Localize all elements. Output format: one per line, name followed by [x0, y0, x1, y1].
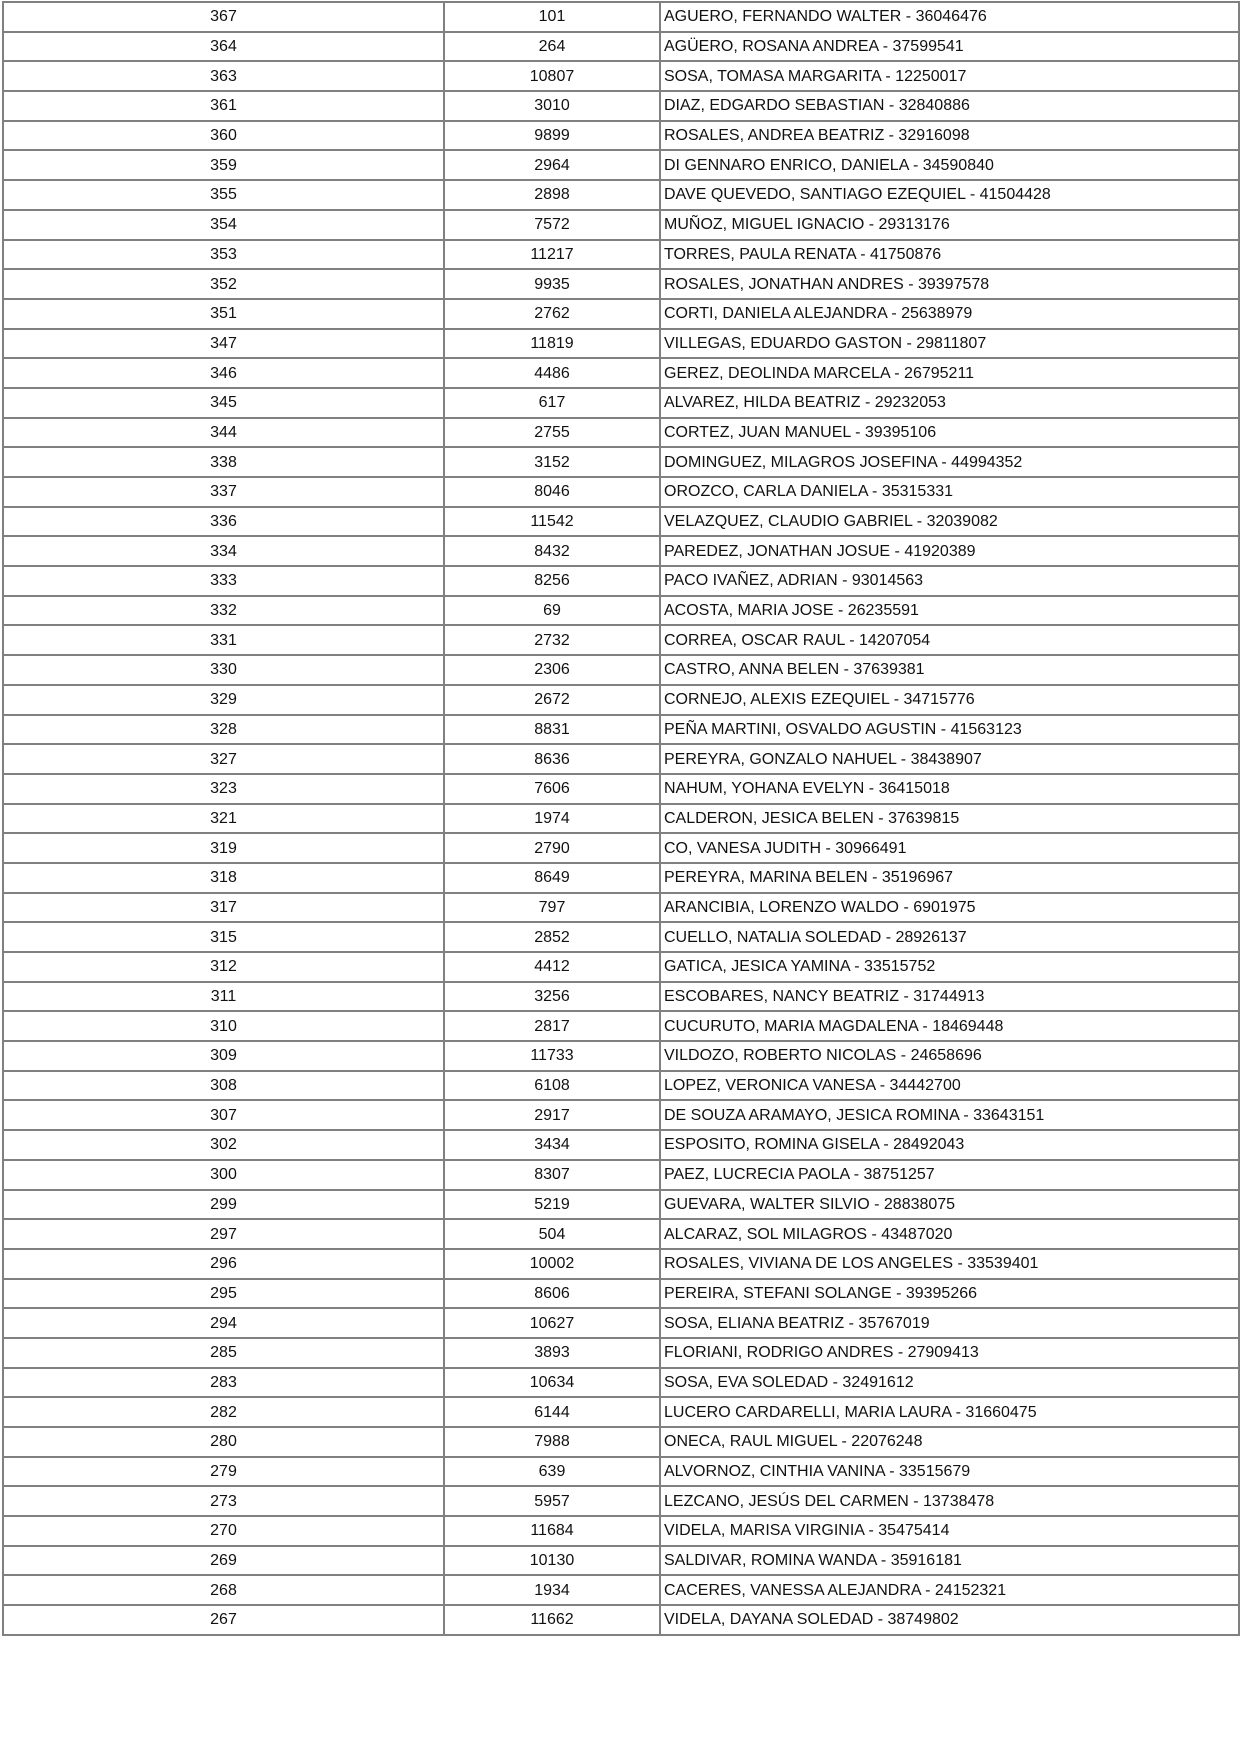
- person-name-dni-cell: ROSALES, ANDREA BEATRIZ - 32916098: [660, 121, 1239, 151]
- order-number-cell: 269: [3, 1546, 444, 1576]
- code-cell: 8606: [444, 1279, 660, 1309]
- table-row: [3, 804, 1239, 834]
- code-cell: 1934: [444, 1575, 660, 1605]
- roster-table: [2, 1, 1240, 1636]
- code-cell: 10002: [444, 1249, 660, 1279]
- table-row: [3, 1011, 1239, 1041]
- order-number-cell: 345: [3, 388, 444, 418]
- person-name-dni-cell: CORNEJO, ALEXIS EZEQUIEL - 34715776: [660, 685, 1239, 715]
- code-cell: 7606: [444, 774, 660, 804]
- roster-table-body: [3, 2, 1239, 1635]
- person-name-dni-cell: CASTRO, ANNA BELEN - 37639381: [660, 655, 1239, 685]
- code-cell: 101: [444, 2, 660, 32]
- table-row: [3, 715, 1239, 745]
- person-name-dni-cell: VIDELA, MARISA VIRGINIA - 35475414: [660, 1516, 1239, 1546]
- table-row: [3, 1100, 1239, 1130]
- person-name-dni-cell: CORREA, OSCAR RAUL - 14207054: [660, 625, 1239, 655]
- order-number-cell: 336: [3, 507, 444, 537]
- person-name-dni-cell: AGUERO, FERNANDO WALTER - 36046476: [660, 2, 1239, 32]
- table-row: [3, 1427, 1239, 1457]
- order-number-cell: 346: [3, 358, 444, 388]
- order-number-cell: 267: [3, 1605, 444, 1635]
- person-name-dni-cell: ESPOSITO, ROMINA GISELA - 28492043: [660, 1130, 1239, 1160]
- code-cell: 797: [444, 893, 660, 923]
- code-cell: 11662: [444, 1605, 660, 1635]
- person-name-dni-cell: CORTI, DANIELA ALEJANDRA - 25638979: [660, 299, 1239, 329]
- code-cell: 6144: [444, 1397, 660, 1427]
- table-row: [3, 744, 1239, 774]
- table-row: [3, 150, 1239, 180]
- table-row: [3, 32, 1239, 62]
- person-name-dni-cell: PEREIRA, STEFANI SOLANGE - 39395266: [660, 1279, 1239, 1309]
- table-row: [3, 863, 1239, 893]
- code-cell: 3010: [444, 91, 660, 121]
- table-row: [3, 269, 1239, 299]
- person-name-dni-cell: ROSALES, VIVIANA DE LOS ANGELES - 33539401: [660, 1249, 1239, 1279]
- code-cell: 8256: [444, 566, 660, 596]
- code-cell: 11684: [444, 1516, 660, 1546]
- table-row: [3, 180, 1239, 210]
- order-number-cell: 328: [3, 715, 444, 745]
- code-cell: 6108: [444, 1071, 660, 1101]
- table-row: [3, 833, 1239, 863]
- order-number-cell: 327: [3, 744, 444, 774]
- code-cell: 2917: [444, 1100, 660, 1130]
- code-cell: 10130: [444, 1546, 660, 1576]
- code-cell: 264: [444, 32, 660, 62]
- order-number-cell: 364: [3, 32, 444, 62]
- table-row: [3, 507, 1239, 537]
- table-row: [3, 566, 1239, 596]
- person-name-dni-cell: NAHUM, YOHANA EVELYN - 36415018: [660, 774, 1239, 804]
- table-row: [3, 596, 1239, 626]
- order-number-cell: 308: [3, 1071, 444, 1101]
- person-name-dni-cell: LOPEZ, VERONICA VANESA - 34442700: [660, 1071, 1239, 1101]
- order-number-cell: 351: [3, 299, 444, 329]
- person-name-dni-cell: CORTEZ, JUAN MANUEL - 39395106: [660, 418, 1239, 448]
- code-cell: 69: [444, 596, 660, 626]
- code-cell: 8046: [444, 477, 660, 507]
- person-name-dni-cell: PAREDEZ, JONATHAN JOSUE - 41920389: [660, 536, 1239, 566]
- order-number-cell: 359: [3, 150, 444, 180]
- table-row: [3, 1160, 1239, 1190]
- person-name-dni-cell: CO, VANESA JUDITH - 30966491: [660, 833, 1239, 863]
- order-number-cell: 323: [3, 774, 444, 804]
- code-cell: 2964: [444, 150, 660, 180]
- code-cell: 2852: [444, 922, 660, 952]
- table-row: [3, 1249, 1239, 1279]
- order-number-cell: 321: [3, 804, 444, 834]
- person-name-dni-cell: MUÑOZ, MIGUEL IGNACIO - 29313176: [660, 210, 1239, 240]
- table-row: [3, 685, 1239, 715]
- person-name-dni-cell: DIAZ, EDGARDO SEBASTIAN - 32840886: [660, 91, 1239, 121]
- code-cell: 2817: [444, 1011, 660, 1041]
- person-name-dni-cell: OROZCO, CARLA DANIELA - 35315331: [660, 477, 1239, 507]
- person-name-dni-cell: PACO IVAÑEZ, ADRIAN - 93014563: [660, 566, 1239, 596]
- order-number-cell: 300: [3, 1160, 444, 1190]
- table-row: [3, 1575, 1239, 1605]
- order-number-cell: 309: [3, 1041, 444, 1071]
- order-number-cell: 361: [3, 91, 444, 121]
- code-cell: 7572: [444, 210, 660, 240]
- order-number-cell: 310: [3, 1011, 444, 1041]
- code-cell: 4486: [444, 358, 660, 388]
- person-name-dni-cell: GUEVARA, WALTER SILVIO - 28838075: [660, 1190, 1239, 1220]
- table-row: [3, 477, 1239, 507]
- table-row: [3, 447, 1239, 477]
- table-row: [3, 1605, 1239, 1635]
- table-row: [3, 240, 1239, 270]
- table-row: [3, 1338, 1239, 1368]
- table-row: [3, 1071, 1239, 1101]
- person-name-dni-cell: SOSA, EVA SOLEDAD - 32491612: [660, 1368, 1239, 1398]
- table-row: [3, 329, 1239, 359]
- table-row: [3, 893, 1239, 923]
- order-number-cell: 297: [3, 1219, 444, 1249]
- code-cell: 9899: [444, 121, 660, 151]
- order-number-cell: 318: [3, 863, 444, 893]
- order-number-cell: 352: [3, 269, 444, 299]
- order-number-cell: 282: [3, 1397, 444, 1427]
- table-row: [3, 774, 1239, 804]
- table-row: [3, 299, 1239, 329]
- person-name-dni-cell: SOSA, ELIANA BEATRIZ - 35767019: [660, 1308, 1239, 1338]
- table-row: [3, 1397, 1239, 1427]
- person-name-dni-cell: GATICA, JESICA YAMINA - 33515752: [660, 952, 1239, 982]
- person-name-dni-cell: TORRES, PAULA RENATA - 41750876: [660, 240, 1239, 270]
- table-row: [3, 210, 1239, 240]
- table-row: [3, 1190, 1239, 1220]
- order-number-cell: 312: [3, 952, 444, 982]
- person-name-dni-cell: LUCERO CARDARELLI, MARIA LAURA - 31660475: [660, 1397, 1239, 1427]
- code-cell: 8831: [444, 715, 660, 745]
- code-cell: 617: [444, 388, 660, 418]
- order-number-cell: 330: [3, 655, 444, 685]
- order-number-cell: 270: [3, 1516, 444, 1546]
- table-row: [3, 1368, 1239, 1398]
- person-name-dni-cell: FLORIANI, RODRIGO ANDRES - 27909413: [660, 1338, 1239, 1368]
- person-name-dni-cell: CACERES, VANESSA ALEJANDRA - 24152321: [660, 1575, 1239, 1605]
- order-number-cell: 296: [3, 1249, 444, 1279]
- table-row: [3, 61, 1239, 91]
- person-name-dni-cell: VELAZQUEZ, CLAUDIO GABRIEL - 32039082: [660, 507, 1239, 537]
- person-name-dni-cell: DE SOUZA ARAMAYO, JESICA ROMINA - 33643151: [660, 1100, 1239, 1130]
- person-name-dni-cell: LEZCANO, JESÚS DEL CARMEN - 13738478: [660, 1486, 1239, 1516]
- table-row: [3, 1516, 1239, 1546]
- table-row: [3, 982, 1239, 1012]
- table-row: [3, 1041, 1239, 1071]
- table-row: [3, 121, 1239, 151]
- table-row: [3, 536, 1239, 566]
- table-row: [3, 1486, 1239, 1516]
- code-cell: 7988: [444, 1427, 660, 1457]
- person-name-dni-cell: ALCARAZ, SOL MILAGROS - 43487020: [660, 1219, 1239, 1249]
- order-number-cell: 333: [3, 566, 444, 596]
- code-cell: 9935: [444, 269, 660, 299]
- code-cell: 2790: [444, 833, 660, 863]
- document-page: [2, 1, 1238, 1636]
- table-row: [3, 388, 1239, 418]
- order-number-cell: 338: [3, 447, 444, 477]
- person-name-dni-cell: PEREYRA, GONZALO NAHUEL - 38438907: [660, 744, 1239, 774]
- order-number-cell: 354: [3, 210, 444, 240]
- code-cell: 3256: [444, 982, 660, 1012]
- order-number-cell: 268: [3, 1575, 444, 1605]
- code-cell: 8307: [444, 1160, 660, 1190]
- table-row: [3, 655, 1239, 685]
- code-cell: 11542: [444, 507, 660, 537]
- order-number-cell: 279: [3, 1457, 444, 1487]
- code-cell: 5219: [444, 1190, 660, 1220]
- code-cell: 2755: [444, 418, 660, 448]
- code-cell: 8432: [444, 536, 660, 566]
- code-cell: 4412: [444, 952, 660, 982]
- table-row: [3, 1546, 1239, 1576]
- code-cell: 11819: [444, 329, 660, 359]
- person-name-dni-cell: VILLEGAS, EDUARDO GASTON - 29811807: [660, 329, 1239, 359]
- code-cell: 10634: [444, 1368, 660, 1398]
- table-row: [3, 1279, 1239, 1309]
- person-name-dni-cell: DAVE QUEVEDO, SANTIAGO EZEQUIEL - 41504428: [660, 180, 1239, 210]
- code-cell: 3434: [444, 1130, 660, 1160]
- person-name-dni-cell: CALDERON, JESICA BELEN - 37639815: [660, 804, 1239, 834]
- order-number-cell: 311: [3, 982, 444, 1012]
- order-number-cell: 355: [3, 180, 444, 210]
- person-name-dni-cell: SOSA, TOMASA MARGARITA - 12250017: [660, 61, 1239, 91]
- order-number-cell: 347: [3, 329, 444, 359]
- code-cell: 2306: [444, 655, 660, 685]
- order-number-cell: 360: [3, 121, 444, 151]
- code-cell: 5957: [444, 1486, 660, 1516]
- order-number-cell: 302: [3, 1130, 444, 1160]
- person-name-dni-cell: DI GENNARO ENRICO, DANIELA - 34590840: [660, 150, 1239, 180]
- order-number-cell: 367: [3, 2, 444, 32]
- order-number-cell: 319: [3, 833, 444, 863]
- person-name-dni-cell: ONECA, RAUL MIGUEL - 22076248: [660, 1427, 1239, 1457]
- order-number-cell: 332: [3, 596, 444, 626]
- person-name-dni-cell: PAEZ, LUCRECIA PAOLA - 38751257: [660, 1160, 1239, 1190]
- order-number-cell: 329: [3, 685, 444, 715]
- code-cell: 2672: [444, 685, 660, 715]
- table-row: [3, 91, 1239, 121]
- person-name-dni-cell: CUELLO, NATALIA SOLEDAD - 28926137: [660, 922, 1239, 952]
- person-name-dni-cell: ACOSTA, MARIA JOSE - 26235591: [660, 596, 1239, 626]
- person-name-dni-cell: CUCURUTO, MARIA MAGDALENA - 18469448: [660, 1011, 1239, 1041]
- person-name-dni-cell: DOMINGUEZ, MILAGROS JOSEFINA - 44994352: [660, 447, 1239, 477]
- person-name-dni-cell: SALDIVAR, ROMINA WANDA - 35916181: [660, 1546, 1239, 1576]
- order-number-cell: 317: [3, 893, 444, 923]
- code-cell: 2898: [444, 180, 660, 210]
- person-name-dni-cell: PEREYRA, MARINA BELEN - 35196967: [660, 863, 1239, 893]
- code-cell: 3893: [444, 1338, 660, 1368]
- table-row: [3, 1130, 1239, 1160]
- table-row: [3, 625, 1239, 655]
- code-cell: 1974: [444, 804, 660, 834]
- order-number-cell: 363: [3, 61, 444, 91]
- table-row: [3, 922, 1239, 952]
- code-cell: 2732: [444, 625, 660, 655]
- person-name-dni-cell: PEÑA MARTINI, OSVALDO AGUSTIN - 41563123: [660, 715, 1239, 745]
- table-row: [3, 1219, 1239, 1249]
- code-cell: 3152: [444, 447, 660, 477]
- code-cell: 8636: [444, 744, 660, 774]
- code-cell: 8649: [444, 863, 660, 893]
- order-number-cell: 315: [3, 922, 444, 952]
- person-name-dni-cell: ALVAREZ, HILDA BEATRIZ - 29232053: [660, 388, 1239, 418]
- person-name-dni-cell: ESCOBARES, NANCY BEATRIZ - 31744913: [660, 982, 1239, 1012]
- code-cell: 2762: [444, 299, 660, 329]
- order-number-cell: 334: [3, 536, 444, 566]
- code-cell: 639: [444, 1457, 660, 1487]
- order-number-cell: 295: [3, 1279, 444, 1309]
- person-name-dni-cell: ROSALES, JONATHAN ANDRES - 39397578: [660, 269, 1239, 299]
- order-number-cell: 331: [3, 625, 444, 655]
- order-number-cell: 344: [3, 418, 444, 448]
- order-number-cell: 294: [3, 1308, 444, 1338]
- table-row: [3, 952, 1239, 982]
- code-cell: 11733: [444, 1041, 660, 1071]
- code-cell: 11217: [444, 240, 660, 270]
- table-row: [3, 418, 1239, 448]
- order-number-cell: 273: [3, 1486, 444, 1516]
- table-row: [3, 1308, 1239, 1338]
- code-cell: 10807: [444, 61, 660, 91]
- person-name-dni-cell: GEREZ, DEOLINDA MARCELA - 26795211: [660, 358, 1239, 388]
- person-name-dni-cell: VIDELA, DAYANA SOLEDAD - 38749802: [660, 1605, 1239, 1635]
- person-name-dni-cell: AGÜERO, ROSANA ANDREA - 37599541: [660, 32, 1239, 62]
- order-number-cell: 353: [3, 240, 444, 270]
- order-number-cell: 299: [3, 1190, 444, 1220]
- person-name-dni-cell: VILDOZO, ROBERTO NICOLAS - 24658696: [660, 1041, 1239, 1071]
- order-number-cell: 283: [3, 1368, 444, 1398]
- table-row: [3, 1457, 1239, 1487]
- order-number-cell: 285: [3, 1338, 444, 1368]
- person-name-dni-cell: ALVORNOZ, CINTHIA VANINA - 33515679: [660, 1457, 1239, 1487]
- order-number-cell: 280: [3, 1427, 444, 1457]
- person-name-dni-cell: ARANCIBIA, LORENZO WALDO - 6901975: [660, 893, 1239, 923]
- table-row: [3, 2, 1239, 32]
- order-number-cell: 337: [3, 477, 444, 507]
- code-cell: 504: [444, 1219, 660, 1249]
- table-row: [3, 358, 1239, 388]
- order-number-cell: 307: [3, 1100, 444, 1130]
- code-cell: 10627: [444, 1308, 660, 1338]
